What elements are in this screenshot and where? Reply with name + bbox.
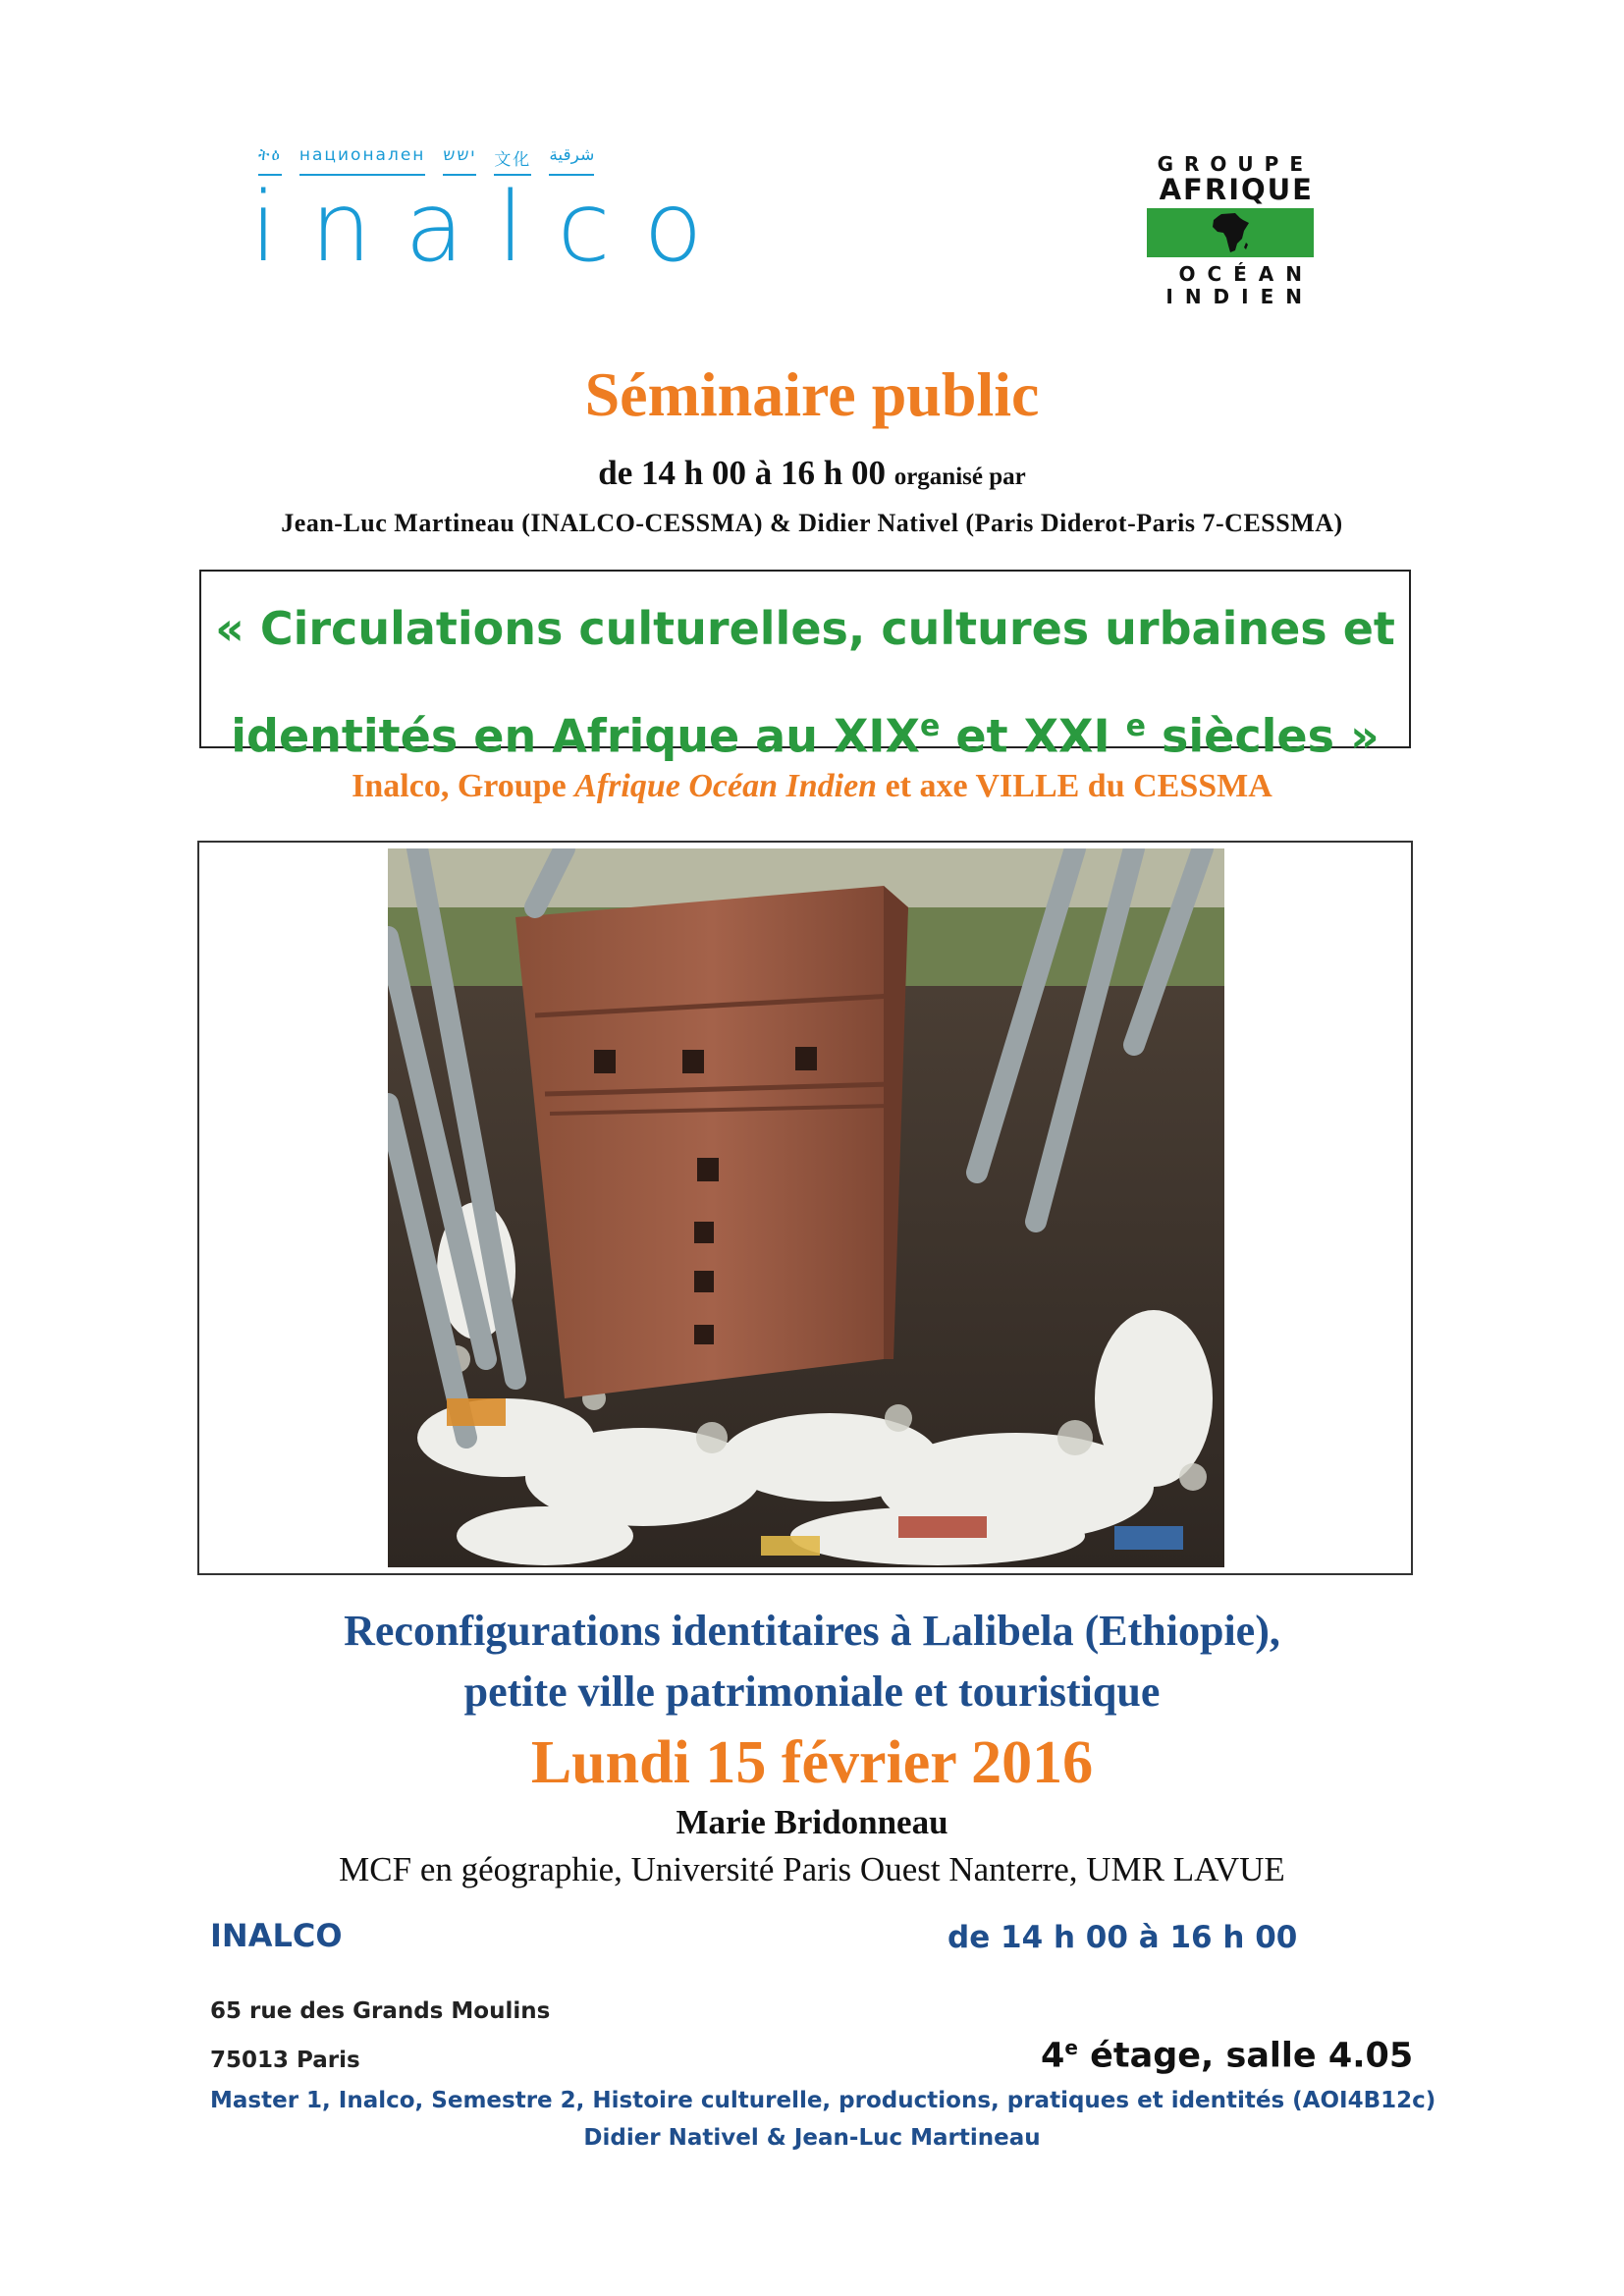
inalco-wordmark: inalco <box>250 172 736 284</box>
africa-map-icon <box>1147 208 1314 257</box>
inalco-scripts: ትዕ национален ישש 文化 شرقية <box>258 145 712 176</box>
speaker-name: Marie Bridonneau <box>676 1803 948 1841</box>
organizers: Jean-Luc Martineau (INALCO-CESSMA) & Didier Nativel (Paris Diderot-Paris 7-CESSMA) <box>281 509 1343 537</box>
talk-date: Lundi 15 février 2016 <box>530 1729 1094 1796</box>
talk-title: Reconfigurations identitaires à Lalibela (Ethiopie), petite ville patrimoniale et touristique <box>344 1607 1280 1716</box>
venue-name: INALCO <box>210 1917 343 1954</box>
course-info: Master 1, Inalco, Semestre 2, Histoire culturelle, productions, pratiques et identités (AOI4B12c) <box>210 2088 1436 2113</box>
theme-title: « Circulations culturelles, cultures urbaines et identités en Afrique au XIXe et XXI $^e$ siècles » <box>215 602 1395 763</box>
seminar-title: Séminaire public <box>584 359 1040 429</box>
venue-room: 4e étage, salle 4.05 <box>1041 2036 1414 2076</box>
course-teachers: Didier Nativel & Jean-Luc Martineau <box>583 2125 1041 2151</box>
seminar-time: de 14 h 00 à 16 h 00 organisé par <box>598 454 1026 492</box>
partners-line: Inalco, Groupe Afrique Océan Indien et axe VILLE du CESSMA <box>352 768 1272 804</box>
theme-box <box>199 570 1411 763</box>
photo-frame <box>197 841 1413 1575</box>
venue-time: de 14 h 00 à 16 h 00 <box>947 1920 1298 1955</box>
venue-street: 65 rue des Grands Moulins <box>210 1998 551 2024</box>
venue-city: 75013 Paris <box>210 2048 360 2073</box>
inalco-logo <box>250 145 736 288</box>
speaker-affiliation: MCF en géographie, Université Paris Ouest Nanterre, UMR LAVUE <box>339 1850 1285 1888</box>
groupe-afrique-logo: GROUPE AFRIQUE OCÉAN INDIEN <box>1147 152 1314 319</box>
lalibela-church-photo <box>388 848 1224 1567</box>
